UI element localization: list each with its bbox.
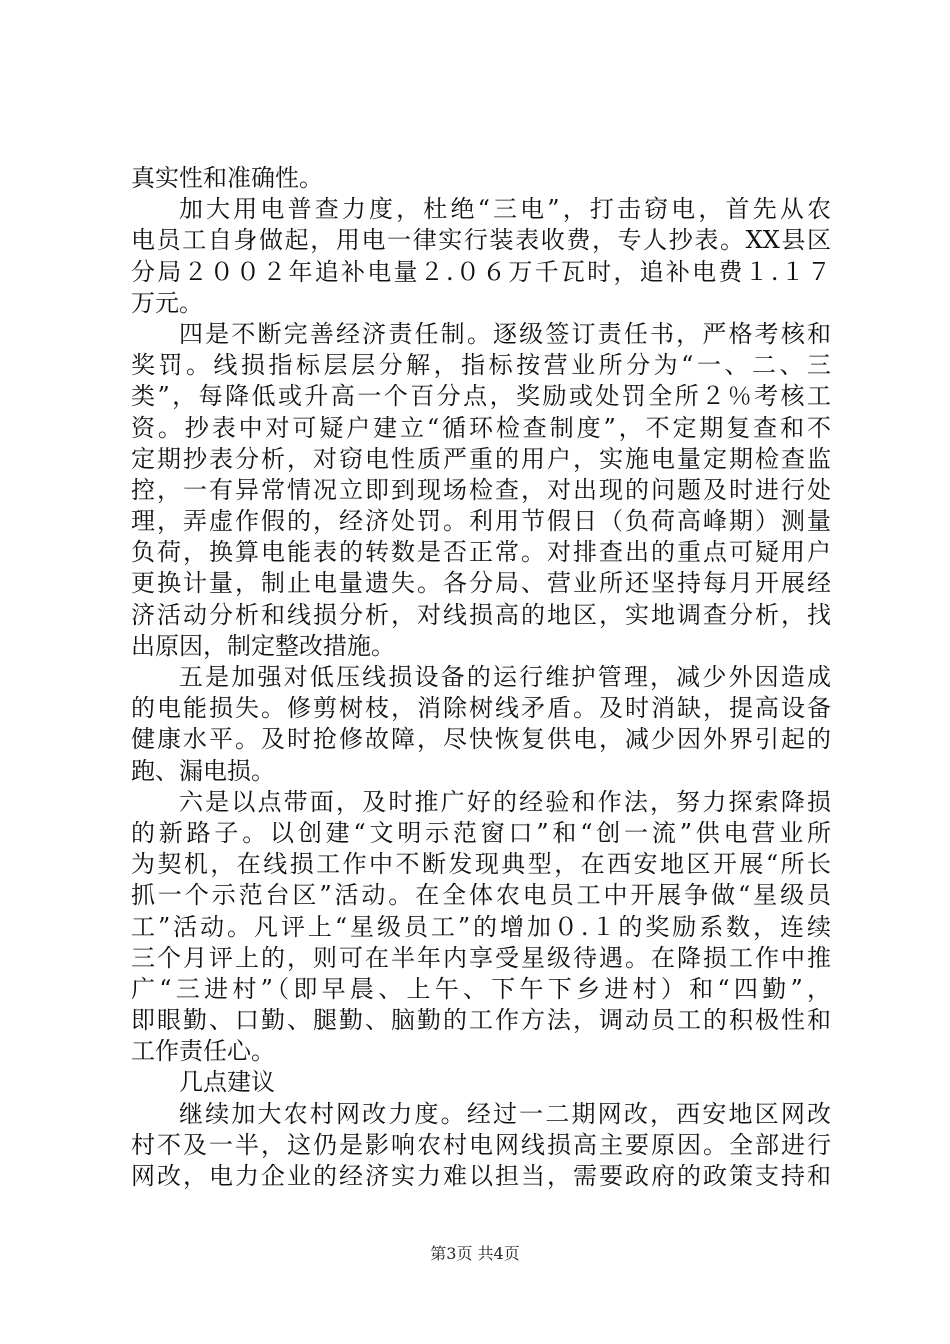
text-line: 出原因，制定整改措施。 xyxy=(131,631,395,660)
text-line: 广“三进村”（即早晨、上午、下午下乡进村）和“四勤”， xyxy=(131,974,831,1003)
text-line: 工作责任心。 xyxy=(131,1037,275,1066)
text-line: 为契机，在线损工作中不断发现典型，在西安地区开展“所长 xyxy=(131,850,831,879)
text-line: 五是加强对低压线损设备的运行维护管理，减少外因造成 xyxy=(179,663,831,691)
paragraph-4 xyxy=(131,662,831,787)
paragraph-2 xyxy=(131,194,831,319)
text-line: 跑、漏电损。 xyxy=(131,756,275,785)
text-line: 分局２００２年追补电量２.０６万千瓦时，追补电费１.１７ xyxy=(131,257,831,286)
text-line: 四是不断完善经济责任制。逐级签订责任书，严格考核和 xyxy=(179,319,831,348)
paragraph-5 xyxy=(131,787,831,1068)
text-line: 真实性和准确性。 xyxy=(131,164,323,192)
text-line: 电员工自身做起，用电一律实行装表收费，专人抄表。XX县区 xyxy=(131,226,831,255)
text-line: 更换计量，制止电量遗失。各分局、营业所还坚持每月开展经 xyxy=(131,569,831,598)
paragraph-1 xyxy=(131,163,831,194)
text-line: 类”，每降低或升高一个百分点，奖励或处罚全所２％考核工 xyxy=(131,382,831,411)
page-number: 第3页 共4页 xyxy=(430,1244,520,1263)
text-line: 理，弄虚作假的，经济处罚。利用节假日（负荷高峰期）测量 xyxy=(131,507,831,536)
text-line: 继续加大农村网改力度。经过一二期网改，西安地区网改 xyxy=(179,1099,831,1128)
page-footer xyxy=(0,1244,950,1264)
text-line: 奖罚。线损指标层层分解，指标按营业所分为“一、二、三 xyxy=(131,351,831,380)
text-line: 定期抄表分析，对窃电性质严重的用户，实施电量定期检查监 xyxy=(131,444,831,473)
section-heading xyxy=(131,1067,831,1098)
text-line: 健康水平。及时抢修故障，尽快恢复供电，减少因外界引起的 xyxy=(131,725,831,754)
text-line: 网改，电力企业的经济实力难以担当，需要政府的政策支持和 xyxy=(131,1162,831,1190)
text-line: 的新路子。以创建“文明示范窗口”和“创一流”供电营业所 xyxy=(131,818,831,847)
text-line: 三个月评上的，则可在半年内享受星级待遇。在降损工作中推 xyxy=(131,943,831,972)
text-line: 工”活动。凡评上“星级员工”的增加０.１的奖励系数，连续 xyxy=(131,912,831,941)
text-line: 加大用电普查力度，杜绝“三电”，打击窃电，首先从农 xyxy=(179,195,831,224)
text-line: 抓一个示范台区”活动。在全体农电员工中开展争做“星级员 xyxy=(131,881,831,910)
text-line: 六是以点带面，及时推广好的经验和作法，努力探索降损 xyxy=(179,787,831,816)
text-line: 即眼勤、口勤、腿勤、脑勤的工作方法，调动员工的积极性和 xyxy=(131,1006,831,1035)
heading-text: 几点建议 xyxy=(179,1068,275,1097)
text-line: 万元。 xyxy=(131,288,203,317)
text-line: 村不及一半，这仍是影响农村电网线损高主要原因。全部进行 xyxy=(131,1130,831,1159)
text-line: 负荷，换算电能表的转数是否正常。对排查出的重点可疑用户 xyxy=(131,538,831,567)
text-line: 资。抄表中对可疑户建立“循环检查制度”，不定期复查和不 xyxy=(131,413,831,442)
text-line: 控，一有异常情况立即到现场检查，对出现的问题及时进行处 xyxy=(131,475,831,504)
text-line: 济活动分析和线损分析，对线损高的地区，实地调查分析，找 xyxy=(131,600,831,629)
paragraph-3 xyxy=(131,319,831,662)
paragraph-6 xyxy=(131,1099,831,1193)
text-line: 的电能损失。修剪树枝，消除树线矛盾。及时消缺，提高设备 xyxy=(131,694,831,723)
document-body xyxy=(131,163,831,1192)
